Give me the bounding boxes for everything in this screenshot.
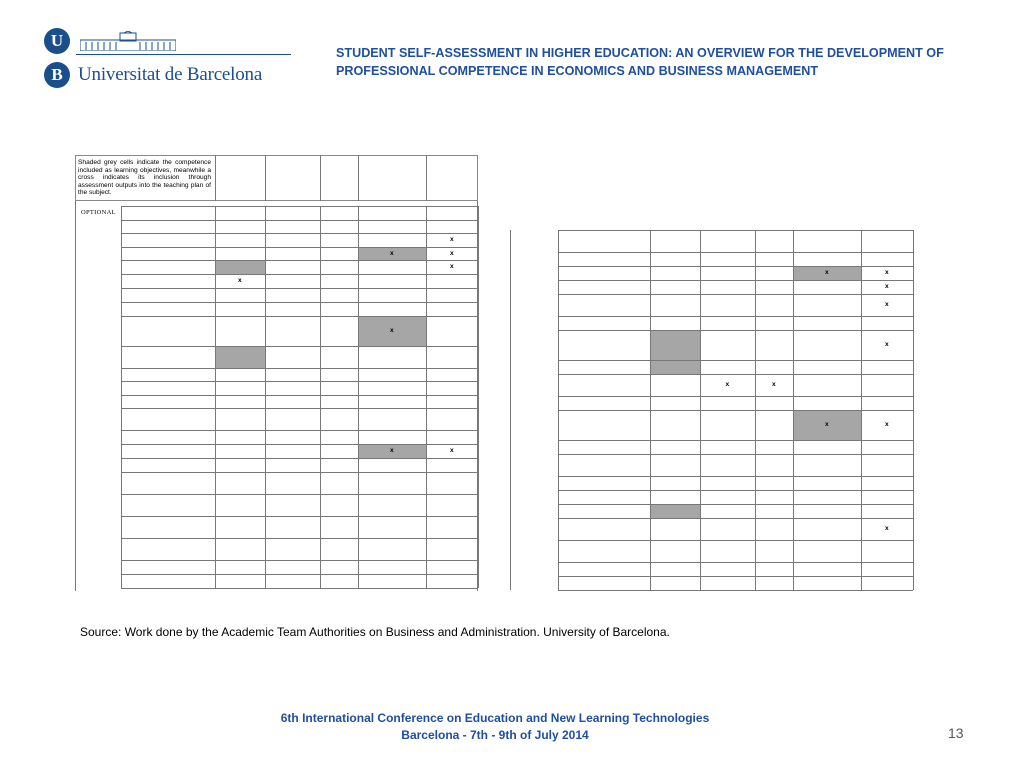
table-row-divider: [558, 230, 913, 231]
cross-mark: x: [885, 283, 889, 290]
table-border: [510, 230, 511, 590]
table-border: [75, 201, 76, 591]
table-row-divider: [121, 588, 478, 589]
table-row-divider: [558, 576, 913, 577]
table-row-label: [125, 541, 211, 560]
table-row-divider: [558, 454, 913, 455]
table-row-label: [562, 413, 646, 440]
table-row-divider: [121, 302, 478, 303]
table-gridline: [320, 155, 321, 201]
table-row-divider: [558, 476, 913, 477]
table-row-label: [125, 236, 211, 247]
table-row-label: [125, 277, 211, 288]
cross-mark: x: [772, 381, 776, 388]
table-row-label: [125, 497, 211, 516]
shaded-cell: [651, 505, 700, 518]
cross-mark: x: [390, 447, 394, 454]
competence-table-left: [75, 155, 478, 591]
table-gridline: [478, 206, 479, 588]
table-row-label: [562, 283, 646, 294]
logo-u-emblem: U: [44, 28, 70, 54]
table-row-label: [562, 521, 646, 540]
cross-mark: x: [885, 525, 889, 532]
table-row-label: [125, 305, 211, 316]
table-row-label: [125, 371, 211, 381]
table-row-label: [125, 475, 211, 494]
table-row-label: [125, 577, 211, 588]
table-row-divider: [558, 316, 913, 317]
table-row-label: [125, 209, 211, 220]
table-row-divider: [558, 396, 913, 397]
cross-mark: x: [885, 421, 889, 428]
table-row-divider: [558, 590, 913, 591]
table-row-divider: [558, 490, 913, 491]
footer-conference: 6th International Conference on Education and New Learning Technologies: [280, 711, 710, 725]
cross-mark: x: [450, 249, 454, 257]
table-row-label: [562, 579, 646, 590]
shaded-cell: [216, 261, 265, 274]
table-row-divider: [558, 280, 913, 281]
table-row-label: [125, 223, 211, 233]
table-row-label: [562, 297, 646, 316]
table-row-divider: [121, 274, 478, 275]
cross-mark: x: [238, 277, 242, 284]
table-row-label: [562, 507, 646, 518]
cross-mark: x: [825, 421, 829, 428]
cross-mark: x: [885, 341, 889, 348]
table-row-label: [125, 461, 211, 472]
table-gridline: [215, 155, 216, 201]
cross-mark: x: [885, 269, 889, 276]
competence-table-right: [510, 230, 914, 588]
table-gridline: [358, 206, 359, 588]
table-row-divider: [121, 220, 478, 221]
table-row-divider: [121, 368, 478, 369]
building-icon: [80, 31, 176, 51]
table-row-divider: [121, 494, 478, 495]
table-gridline: [265, 206, 266, 588]
table-row-label: [125, 291, 211, 302]
cross-mark: x: [725, 381, 730, 388]
table-gridline: [121, 206, 122, 588]
table-row-label: [562, 269, 646, 280]
table-row-divider: [558, 330, 913, 331]
table-gridline: [913, 230, 914, 590]
page-title: STUDENT SELF-ASSESSMENT IN HIGHER EDUCATION: AN OVERVIEW FOR THE DEVELOPMENT OF PROFESSIONAL COMPETENCE IN ECONOMICS AND BUSINESS MANAGEMENT: [336, 46, 944, 78]
table-row-label: [125, 384, 211, 395]
cross-mark: x: [450, 236, 454, 243]
table-row-divider: [121, 233, 478, 234]
cross-mark: x: [450, 447, 454, 454]
table-row-divider: [558, 562, 913, 563]
table-row-divider: [558, 360, 913, 361]
table-row-divider: [121, 288, 478, 289]
logo-divider: [76, 54, 291, 55]
table-row-label: [125, 563, 211, 574]
cross-mark: x: [825, 269, 829, 276]
cross-mark: x: [390, 327, 394, 334]
table-row-label: [125, 250, 211, 260]
table-row-label: [562, 457, 646, 476]
table-row-label: [125, 519, 211, 538]
table-row-divider: [121, 574, 478, 575]
table-row-label: [125, 447, 211, 458]
shaded-cell: [216, 347, 265, 368]
table-gridline: [426, 206, 427, 588]
source-note: Source: Work done by the Academic Team Authorities on Business and Administration. University of Barcelona.: [80, 625, 670, 639]
table-row-label: [562, 363, 646, 374]
footer-location-date: Barcelona - 7th - 9th of July 2014: [401, 728, 589, 742]
table-row-divider: [558, 540, 913, 541]
table-row-label: [125, 398, 211, 408]
university-logo: [42, 28, 263, 92]
table-row-label: [562, 493, 646, 504]
table-row-label: [562, 399, 646, 410]
table-row-divider: [558, 252, 913, 253]
table-row-divider: [121, 260, 478, 261]
table-gridline: [320, 206, 321, 588]
table-row-label: [125, 349, 211, 368]
table-row-divider: [121, 458, 478, 459]
shaded-cell: [651, 361, 700, 374]
cross-mark: x: [885, 301, 889, 308]
table-row-divider: [121, 346, 478, 347]
table-row-divider: [121, 206, 478, 207]
table-row-divider: [121, 381, 478, 382]
table-row-label: [562, 443, 646, 454]
optional-label: OPTIONAL: [81, 209, 116, 216]
table-row-label: [125, 433, 211, 444]
table-row-label: [562, 319, 646, 330]
table-row-divider: [121, 516, 478, 517]
table-row-label: [125, 263, 211, 274]
table-row-label: [562, 565, 646, 576]
table-row-divider: [121, 472, 478, 473]
table-row-divider: [558, 518, 913, 519]
table-gridline: [426, 155, 427, 201]
shaded-cell: [651, 331, 700, 360]
table-gridline: [265, 155, 266, 201]
table-row-label: [125, 319, 211, 346]
table-row-label: [562, 333, 646, 360]
table-row-divider: [558, 440, 913, 441]
cross-mark: x: [450, 263, 454, 270]
table-row-label: [562, 233, 646, 252]
table-row-label: [125, 411, 211, 430]
table-row-divider: [121, 538, 478, 539]
page-number: 13: [948, 725, 964, 741]
table-gridline: [358, 155, 359, 201]
table-row-divider: [558, 504, 913, 505]
table-row-label: [562, 479, 646, 490]
table-row-divider: [121, 408, 478, 409]
table-row-divider: [121, 560, 478, 561]
university-name: Universitat de Barcelona: [78, 64, 263, 85]
table-row-label: [562, 255, 646, 266]
table-row-label: [562, 543, 646, 562]
logo-b-emblem: B: [44, 62, 70, 88]
cross-mark: x: [390, 249, 394, 257]
table-row-divider: [121, 430, 478, 431]
table-row-divider: [558, 374, 913, 375]
table-row-label: [562, 377, 646, 396]
table-row-divider: [558, 294, 913, 295]
table-description: Shaded grey cells indicate the competence included as learning objectives, meanwhile a cross indicates its inclusion through assessment outputs into the teaching plan of the subject.: [78, 159, 211, 197]
table-row-divider: [121, 395, 478, 396]
